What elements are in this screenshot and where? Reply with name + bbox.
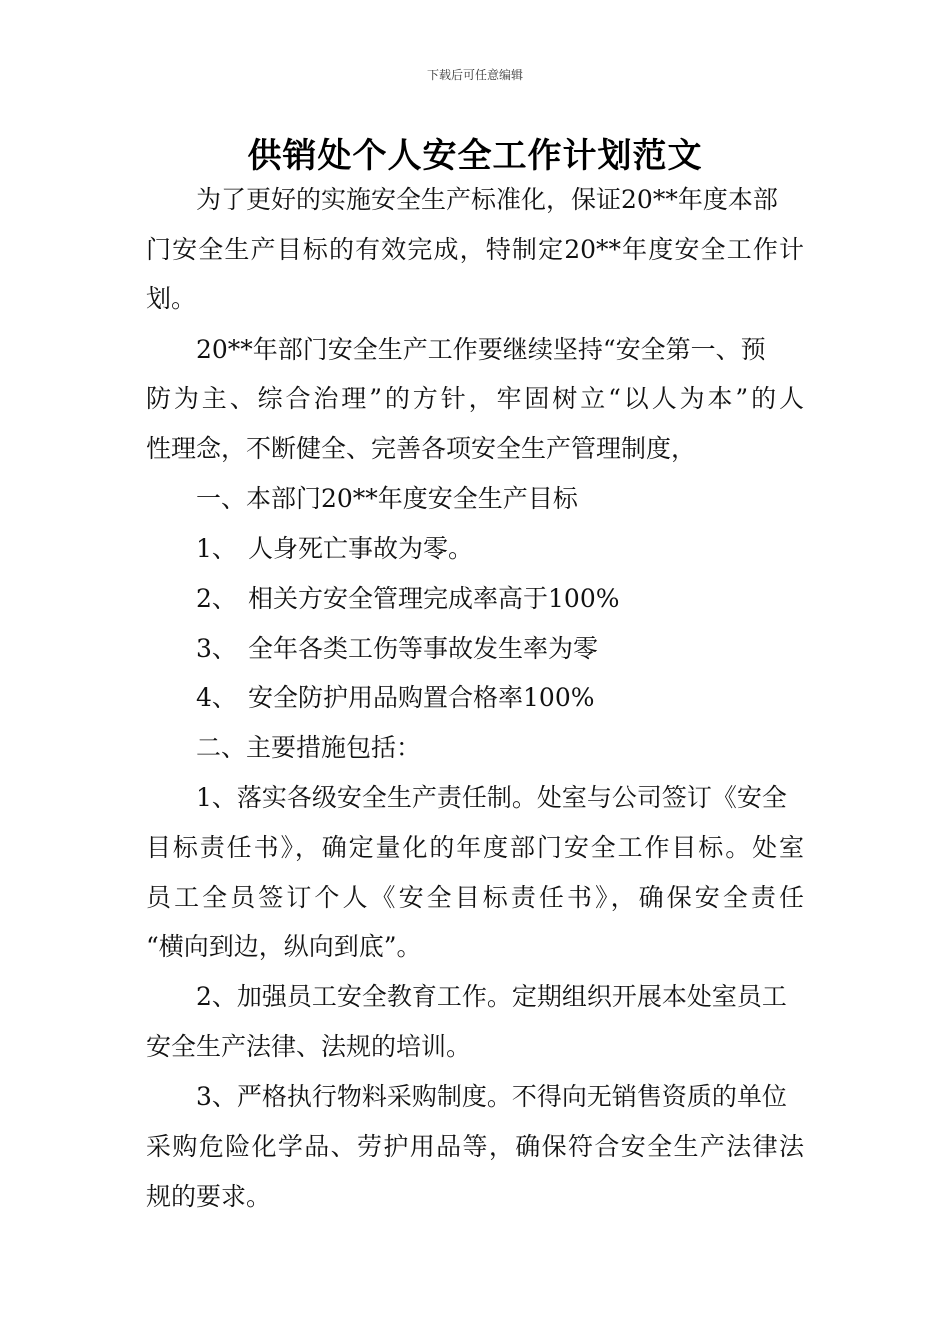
list-text: 安全防护用品购置合格率100% [248, 683, 595, 712]
list-number: 4、 [196, 683, 237, 712]
paragraph-line: 20**年部门安全生产工作要继续坚持“安全第一、预 [196, 335, 766, 364]
list-text: 人身死亡事故为零。 [248, 534, 474, 563]
paragraph-line: 划。 [146, 284, 197, 313]
list-item [196, 583, 619, 615]
list-text: 相关方安全管理完成率高于100% [248, 584, 620, 613]
paragraph-line: 2、加强员工安全教育工作。定期组织开展本处室员工 [196, 982, 787, 1011]
paragraph-line: 防为主、综合治理”的方针，牢固树立“以人为本”的人 [146, 384, 804, 413]
list-item [196, 533, 473, 565]
paragraph-line: 员工全员签订个人《安全目标责任书》，确保安全责任 [146, 883, 804, 912]
paragraph-line: 3、严格执行物料采购制度。不得向无销售资质的单位 [196, 1082, 787, 1111]
paragraph-line: 采购危险化学品、劳护用品等，确保符合安全生产法律法 [146, 1132, 804, 1161]
paragraph-line: 1、落实各级安全生产责任制。处室与公司签订《安全 [196, 783, 787, 812]
paragraph-line: 目标责任书》，确定量化的年度部门安全工作目标。处室 [146, 833, 804, 862]
paragraph-line: 安全生产法律、法规的培训。 [146, 1032, 472, 1061]
paragraph-line: “横向到边，纵向到底”。 [146, 932, 422, 961]
list-item [196, 682, 594, 714]
list-item [196, 633, 598, 665]
list-number: 2、 [196, 584, 237, 613]
paragraph-line: 规的要求。 [146, 1182, 272, 1211]
paragraph-line: 为了更好的实施安全生产标准化，保证20**年度本部 [196, 185, 778, 214]
page-title: 供销处个人安全工作计划范文 [247, 136, 703, 176]
list-text: 全年各类工伤等事故发生率为零 [248, 634, 599, 663]
paragraph-line: 门安全生产目标的有效完成，特制定20**年度安全工作计 [146, 235, 804, 264]
paragraph-line: 性理念，不断健全、完善各项安全生产管理制度， [146, 434, 697, 463]
section-heading: 一、本部门20**年度安全生产目标 [196, 484, 578, 513]
page-header: 下载后可任意编辑 [426, 68, 523, 82]
list-number: 1、 [196, 534, 237, 563]
section-heading: 二、主要措施包括： [196, 733, 422, 762]
list-number: 3、 [196, 634, 237, 663]
